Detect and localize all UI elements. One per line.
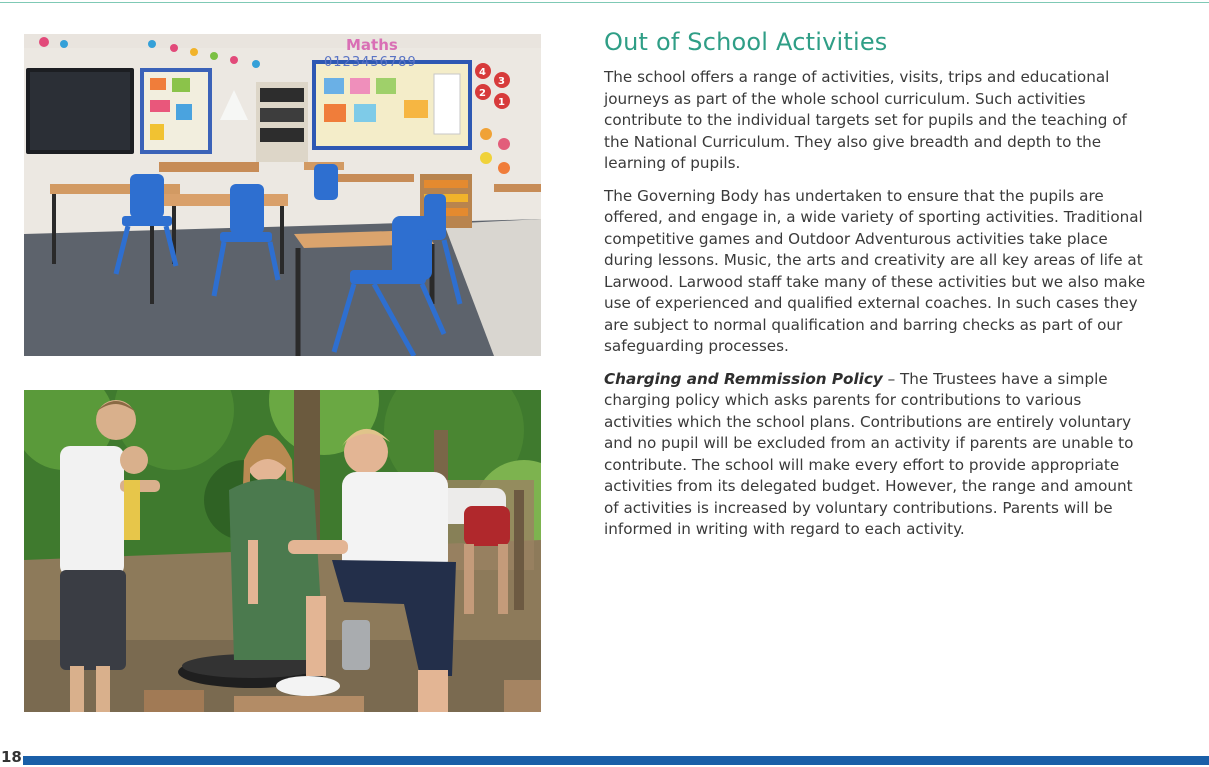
paragraph-activities: The school offers a range of activities, visits, trips and educational journeys as part of the whole school curriculum. Such activities contribute to the individual targets set for pupils and the teaching of the National Curriculum. They also give breadth and depth to the learning of pupils. xyxy=(604,68,1127,172)
paragraph-sports: The Governing Body has undertaken to ensure that the pupils are offered, and engage in, a wide variety of sporting activities. Traditional competitive games and Outdoor Adventurous activities take place during lessons. Music, the arts and creativity are all key areas of life at Larwood. Larwood staff take many of these activities but we also make use of experienced and qualified external coaches. In such cases they are subject to normal qualification and barring checks as part of our safeguarding processes. xyxy=(604,186,1146,355)
paragraph-charging-policy xyxy=(604,369,1149,541)
number-line: 0123456789 xyxy=(324,55,417,70)
circle-number: 2 xyxy=(479,88,486,99)
top-rule xyxy=(0,2,1209,3)
maths-sign: Maths xyxy=(346,36,398,54)
page-number: 18 xyxy=(1,748,22,766)
page-title: Out of School Activities xyxy=(604,28,888,56)
content-column xyxy=(604,28,1149,552)
circle-number: 4 xyxy=(479,67,486,78)
classroom-photo xyxy=(24,34,541,356)
circle-number: 1 xyxy=(498,97,505,108)
footer-bar xyxy=(23,756,1209,765)
policy-heading: Charging and Remmission Policy xyxy=(604,369,883,388)
policy-text: – The Trustees have a simple charging policy which asks parents for contributions to various activities which the school plans. Contributions are entirely voluntary and no pupil will be excluded from an activity if parents are unable to contribute. The school will make every effort to provide appropriate activities from its delegated budget. However, the range and amount of activities is increased by voluntary contributions. Parents will be informed in writing with regard to each activity. xyxy=(604,369,1134,538)
circle-number: 3 xyxy=(498,76,505,87)
outdoor-activity-photo xyxy=(24,390,541,712)
